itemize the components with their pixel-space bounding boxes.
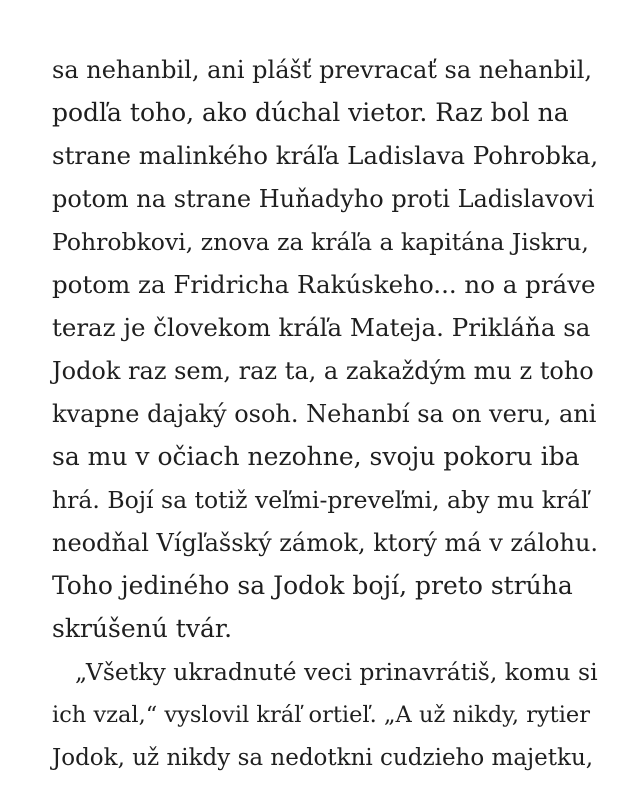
text-line: ich vzal,“ vyslovil kráľ ortieľ. „A už nikdy, rytier [52, 702, 590, 728]
text-line: skrúšenú tvár. [52, 614, 233, 643]
text-line: Jodok raz sem, raz ta, a zakaždým mu z toho [52, 357, 594, 385]
text-line: podľa toho, ako dúchal vietor. Raz bol na [52, 98, 569, 127]
text-line: potom na strane Huňadyho proti Ladislavovi [52, 185, 595, 213]
text-line: „Všetky ukradnuté veci prinavrátiš, komu si [75, 658, 598, 686]
text-line: teraz je človekom kráľa Mateja. Prikláňa sa [52, 313, 591, 342]
text-line: potom za Fridricha Rakúskeho... no a práve [52, 270, 596, 299]
text-line: strane malinkého kráľa Ladislava Pohrobka, [52, 141, 599, 170]
text-line: sa mu v očiach nezohne, svoju pokoru iba [52, 442, 580, 471]
text-line: Pohrobkovi, znova za kráľa a kapitána Jiskru, [52, 228, 589, 256]
text-line: hrá. Bojí sa totiž veľmi-preveľmi, aby mu kráľ [52, 486, 589, 514]
text-line: Jodok, už nikdy sa nedotkni cudzieho majetku, [52, 745, 594, 771]
text-line: neodňal Vígľašský zámok, ktorý má v zálohu. [52, 529, 599, 557]
text-line: Toho jediného sa Jodok bojí, preto strúha [52, 571, 573, 600]
text-line: sa nehanbil, ani plášť prevracať sa nehanbil, [52, 56, 592, 84]
text-line: kvapne dajaký osoh. Nehanbí sa on veru, ani [52, 400, 597, 428]
